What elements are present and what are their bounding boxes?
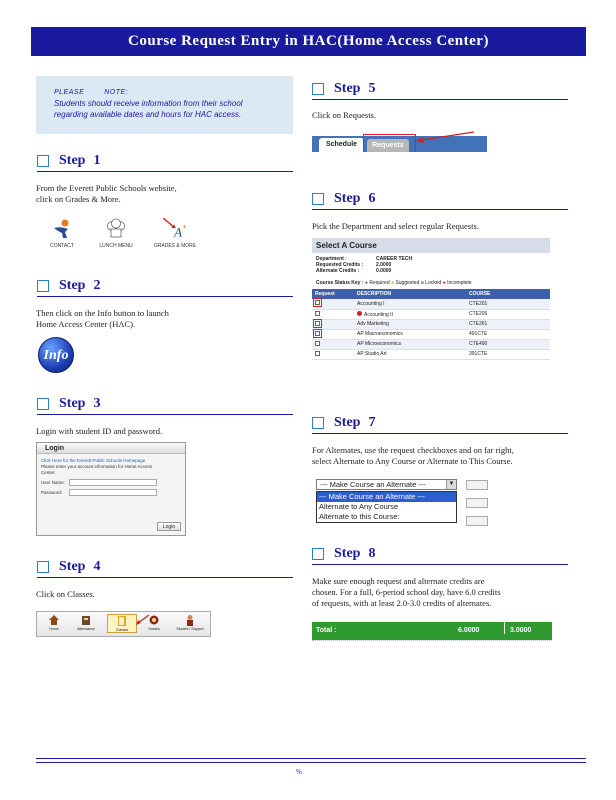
step-1-word: Step (59, 153, 86, 168)
table-row (312, 339, 550, 349)
course-code: 491CTE (466, 329, 550, 339)
col-description: DESCRIPTION (354, 289, 466, 299)
requested-credits-value: 2.0000 (376, 262, 392, 268)
nav-grades-label: Grades (148, 627, 160, 631)
step-2-number: 2 (93, 278, 101, 293)
col-course: COURSE (466, 289, 550, 299)
svg-text:+: + (182, 222, 187, 231)
step-8-heading (312, 545, 568, 565)
password-label: Password: (41, 489, 63, 495)
table-row (312, 349, 550, 359)
course-select-screenshot (312, 238, 550, 372)
step-8-line-3: of requests, with at least 2.0-3.0 credits of alternates. (312, 598, 492, 608)
note-word-note: NOTE: (104, 89, 129, 96)
step-8-word: Step (334, 546, 361, 561)
incomplete-icon: ● (442, 280, 446, 286)
course-description: Adv Marketing (354, 319, 466, 329)
step-3-text: Login with student ID and password. (36, 426, 163, 436)
side-select[interactable] (466, 498, 488, 508)
nav-student-label: Student / Support (176, 627, 204, 631)
key-incomplete: Incomplete (447, 280, 472, 286)
table-row (312, 299, 550, 309)
step-3-heading (37, 395, 293, 415)
step-8-checkbox[interactable] (312, 548, 324, 560)
course-description: AP Microeconomics (354, 339, 466, 349)
key-required: Required (369, 280, 390, 286)
step-5-checkbox[interactable] (312, 83, 324, 95)
step-3-number: 3 (93, 396, 101, 411)
user-name-input[interactable] (69, 479, 157, 486)
step-4-word: Step (59, 559, 86, 574)
alternate-dropdown-screenshot (312, 476, 492, 528)
classes-nav-screenshot (36, 611, 211, 637)
login-prompt-1: Please enter your account information for Home Access (41, 464, 153, 469)
department-label: Department : (316, 256, 347, 262)
login-screenshot (36, 442, 186, 536)
nav-home[interactable] (41, 614, 67, 631)
side-select[interactable] (466, 516, 488, 526)
login-title: Login (37, 443, 185, 454)
contact-link[interactable] (44, 218, 80, 249)
step-2-heading (37, 277, 293, 297)
page-number: % (296, 768, 302, 776)
contact-label: CONTACT (50, 243, 74, 249)
step-8-line-2: chosen. For a full, 6-period school day, have 6.0 credits (312, 587, 501, 597)
course-description: AP Studio Art (354, 349, 466, 359)
request-checkbox[interactable] (315, 321, 320, 326)
pointer-arrow-icon (416, 130, 476, 144)
alternate-credits-label: Alternate Credits : (316, 268, 360, 274)
total-alternate: 3.0000 (510, 627, 532, 634)
chevron-down-icon[interactable]: ▼ (446, 480, 456, 489)
step-2-text (36, 308, 169, 330)
lock-icon: ■ (420, 280, 424, 286)
alternate-credits-value: 0.0000 (376, 268, 392, 274)
alternate-option-default[interactable]: --- Make Course an Alternate --- (317, 492, 456, 502)
chef-hat-icon (105, 218, 127, 240)
step-1-checkbox[interactable] (37, 155, 49, 167)
course-select-title: Select A Course (312, 238, 550, 253)
pointer-arrow-icon (135, 614, 151, 626)
course-table (312, 289, 550, 360)
note-box (36, 76, 293, 134)
total-credits-bar (312, 622, 552, 640)
course-code: CTE205 (466, 309, 550, 319)
status-key-label: Course Status Key : (316, 280, 364, 286)
lunch-menu-link[interactable] (94, 218, 138, 249)
request-checkbox[interactable] (315, 351, 320, 356)
nav-attendance[interactable] (71, 614, 101, 631)
requests-tab-screenshot (312, 126, 487, 160)
course-code: CTE201 (466, 299, 550, 309)
step-7-number: 7 (368, 415, 376, 430)
step-7-text (312, 445, 514, 467)
step-7-word: Step (334, 415, 361, 430)
step-1-icon-row (44, 218, 214, 258)
course-code: CTE261 (466, 319, 550, 329)
step-6-text: Pick the Department and select regular Requests. (312, 221, 479, 231)
user-name-label: User Name: (41, 479, 66, 485)
nav-home-label: Home (49, 627, 59, 631)
step-8-number: 8 (368, 546, 376, 561)
step-4-heading (37, 558, 293, 578)
step-6-checkbox[interactable] (312, 193, 324, 205)
note-word-please: PLEASE (54, 89, 85, 96)
course-description: AP Macroeconomics (354, 329, 466, 339)
requests-highlight (363, 134, 416, 154)
step-7-heading (312, 414, 568, 434)
step-1-text (36, 183, 177, 205)
department-value: CAREER TECH (376, 256, 413, 262)
grade-a-plus-icon (160, 218, 190, 240)
info-button[interactable]: Info (38, 337, 74, 373)
step-7-checkbox[interactable] (312, 417, 324, 429)
student-icon (185, 614, 195, 626)
step-7-line-1: For Alternates, use the request checkboxes and on far right, (312, 445, 514, 455)
step-5-word: Step (334, 81, 361, 96)
footer-rule (36, 762, 586, 763)
alternate-select[interactable] (316, 479, 457, 490)
request-checkbox[interactable] (315, 341, 320, 346)
password-input[interactable] (69, 489, 157, 496)
alternate-options-list (316, 491, 457, 523)
step-8-text (312, 576, 501, 609)
request-checkbox[interactable] (315, 331, 320, 336)
home-icon (49, 614, 59, 626)
step-1-line-1: From the Everett Public Schools website, (36, 183, 177, 193)
lunch-menu-label: LUNCH MENU (99, 243, 133, 249)
total-requested: 6.0000 (458, 627, 480, 634)
nav-attendance-label: Attendance (77, 627, 95, 631)
step-4-text: Click on Classes. (36, 589, 95, 599)
alternate-option-this-course[interactable]: Alternate to this Course: (319, 512, 400, 521)
col-request: Request (312, 289, 354, 299)
requested-credits-label: Requested Credits : (316, 262, 364, 268)
step-6-heading (312, 190, 568, 210)
step-5-text: Click on Requests. (312, 110, 376, 120)
requests-tab[interactable]: Requests (367, 139, 409, 152)
document-title: Course Request Entry in HAC(Home Access Center) (31, 27, 586, 56)
step-4-checkbox[interactable] (37, 561, 49, 573)
step-2-checkbox[interactable] (37, 280, 49, 292)
alternate-select-value: --- Make Course an Alternate --- (320, 480, 426, 489)
note-line-1: Students should receive information from their school (54, 99, 243, 108)
step-6-word: Step (334, 191, 361, 206)
step-1-number: 1 (93, 153, 101, 168)
step-1-heading (37, 152, 293, 172)
schedule-tab[interactable]: Schedule (319, 138, 364, 152)
course-code: 391CTE (466, 349, 550, 359)
svg-text:A: A (174, 225, 182, 240)
step-5-heading (312, 80, 568, 100)
step-8-line-1: Make sure enough request and alternate credits are (312, 576, 485, 586)
total-label: Total : (316, 627, 337, 634)
step-7-line-2: select Alternate to Any Course or Alternate to This Course. (312, 456, 513, 466)
login-button[interactable]: Login (157, 522, 181, 531)
step-1-line-2: click on Grades & More. (36, 194, 121, 204)
homepage-link[interactable]: Click Here for the Everett Public Schools Homepage (41, 458, 146, 463)
table-row (312, 309, 550, 319)
course-code: CTE490 (466, 339, 550, 349)
step-4-number: 4 (93, 559, 101, 574)
course-description: Accounting II (364, 311, 393, 318)
request-checkbox[interactable] (315, 311, 320, 316)
key-locked: Locked (425, 280, 442, 286)
footer-rule (36, 758, 586, 759)
note-heading (54, 87, 293, 98)
course-table-header (312, 289, 550, 299)
step-2-line-1: Then click on the Info button to launch (36, 308, 169, 318)
alternate-option-any-course[interactable]: Alternate to Any Course (319, 502, 399, 511)
step-3-checkbox[interactable] (37, 398, 49, 410)
required-icon: ● (364, 280, 368, 286)
suggested-icon: ● (391, 280, 395, 286)
status-key (312, 277, 550, 289)
contact-icon (51, 218, 73, 240)
course-description: Accounting I (354, 299, 466, 309)
attendance-icon (81, 614, 91, 626)
table-row (312, 319, 550, 329)
table-row (312, 329, 550, 339)
total-bar-underline (312, 640, 552, 646)
incomplete-icon (357, 311, 362, 316)
grades-more-label: GRADES & MORE (153, 243, 197, 249)
note-line-2: regarding available dates and hours for HAC access. (54, 110, 242, 119)
book-icon (117, 615, 127, 627)
nav-classes-label: Classes (115, 628, 129, 632)
grades-more-link[interactable] (148, 218, 202, 249)
request-checkbox[interactable] (315, 300, 320, 305)
step-3-word: Step (59, 396, 86, 411)
step-5-number: 5 (368, 81, 376, 96)
nav-student-support[interactable] (171, 614, 209, 631)
key-suggested: Suggested (395, 280, 420, 286)
nav-classes[interactable] (107, 614, 137, 633)
login-prompt-2: Center. (41, 470, 56, 475)
side-select[interactable] (466, 480, 488, 490)
step-6-number: 6 (368, 191, 376, 206)
step-2-line-2: Home Access Center (HAC). (36, 319, 136, 329)
step-2-word: Step (59, 278, 86, 293)
